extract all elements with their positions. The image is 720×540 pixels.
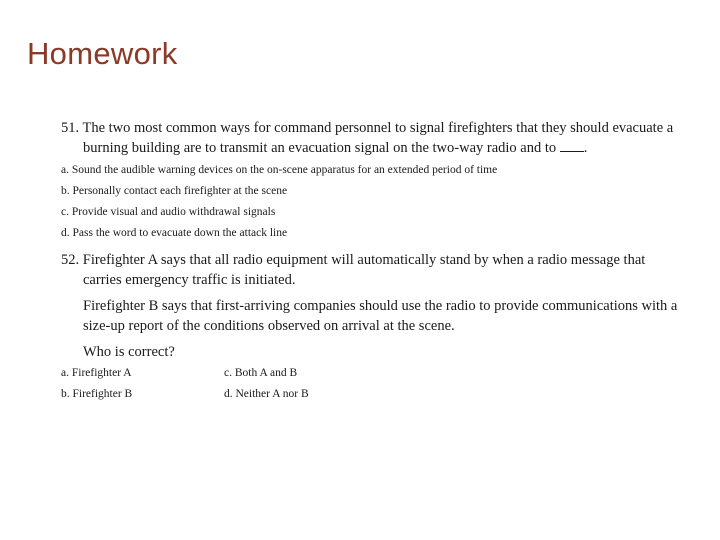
question-52-statement-b: Firefighter B says that first-arriving companies should use the radio to provide communications with a size-up report of the conditions observed on arrival at the scene. xyxy=(83,298,678,334)
question-52-options xyxy=(61,366,681,401)
homework-content xyxy=(61,118,681,401)
question-51-stem: 51. The two most common ways for command personnel to signal firefighters that they should evacuate a burning building are to transmit an evacuation signal on the two-way radio and to xyxy=(61,120,674,156)
question-51-text xyxy=(61,118,681,158)
slide-title: Homework xyxy=(27,36,178,71)
option-a: a. Firefighter A xyxy=(61,367,132,379)
answer-blank xyxy=(560,139,584,152)
option-c: c. Provide visual and audio withdrawal signals xyxy=(61,206,276,218)
question-52-prompt: Who is correct? xyxy=(83,344,175,360)
question-52 xyxy=(61,250,681,401)
question-52-statement-a: 52. Firefighter A says that all radio equipment will automatically stand by when a radio message that carries emergency traffic is initiated. xyxy=(61,252,646,288)
option-a: a. Sound the audible warning devices on the on-scene apparatus for an extended period of time xyxy=(61,164,498,176)
option-d: d. Neither A nor B xyxy=(224,388,309,400)
question-51 xyxy=(61,118,681,247)
question-51-period: . xyxy=(583,140,588,156)
option-c: c. Both A and B xyxy=(224,367,298,379)
option-b: b. Personally contact each firefighter at the scene xyxy=(61,185,288,197)
question-51-options xyxy=(61,163,681,247)
option-d: d. Pass the word to evacuate down the attack line xyxy=(61,227,288,239)
option-b: b. Firefighter B xyxy=(61,388,133,400)
